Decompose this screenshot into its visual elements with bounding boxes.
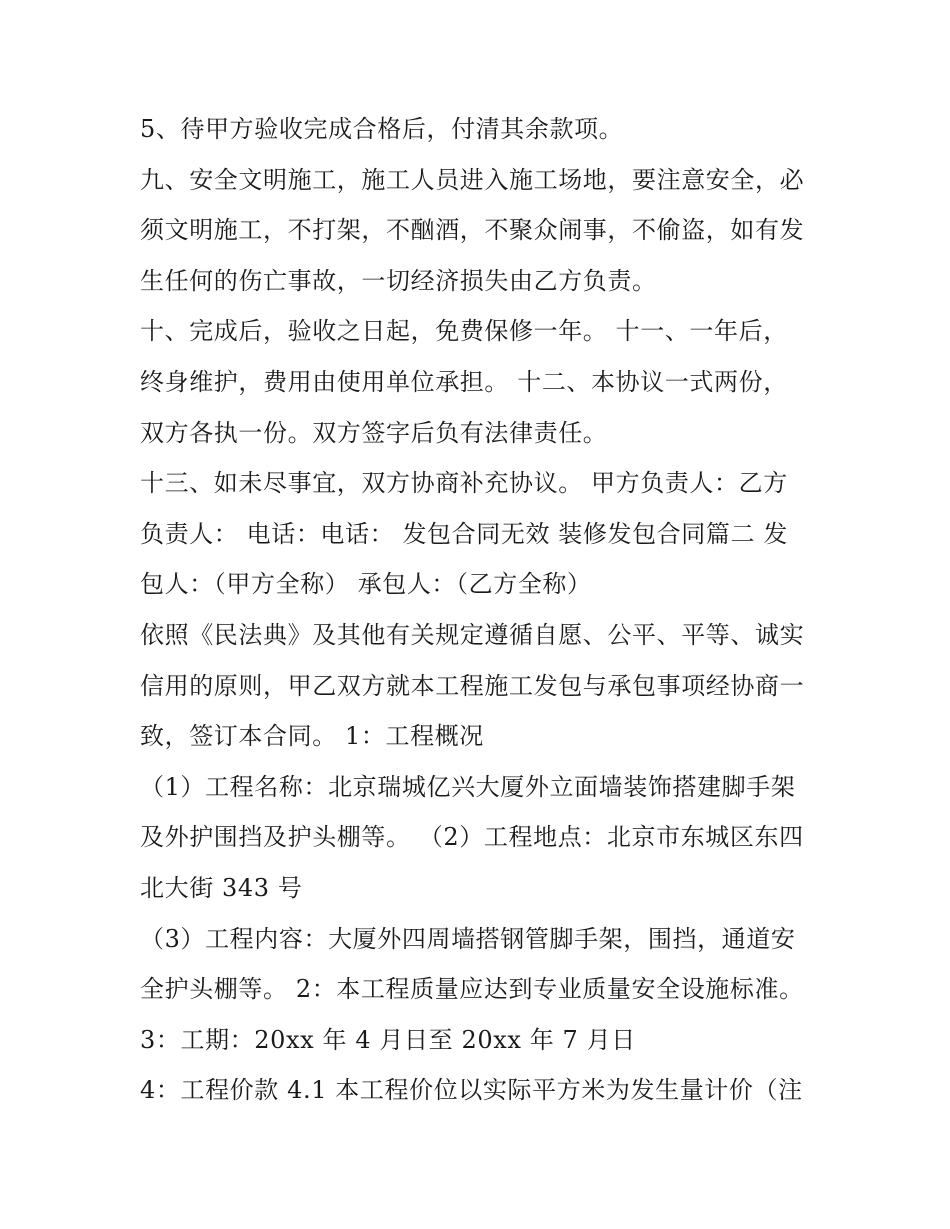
text-line-4: 生任何的伤亡事故，一切经济损失由乙方负责。 — [140, 266, 657, 295]
text-line-17: （3）工程内容：大厦外四周墙搭钢管脚手架，围挡，通道安 — [140, 924, 796, 953]
text-line-10: 包人：（甲方全称） 承包人：（乙方全称） — [140, 570, 592, 599]
text-line-8: 十三、如未尽事宜，双方协商补充协议。 甲方负责人：乙方 — [140, 469, 788, 498]
text-line-11: 依照《民法典》及其他有关规定遵循自愿、公平、平等、诚实 — [140, 620, 805, 649]
text-line-15: 及外护围挡及护头棚等。 （2）工程地点：北京市东城区东四 — [140, 823, 804, 852]
text-line-18: 全护头棚等。 2：本工程质量应达到专业质量安全设施标准。 — [140, 975, 804, 1004]
text-line-12: 信用的原则，甲乙双方就本工程施工发包与承包事项经协商一 — [140, 671, 805, 700]
text-line-9: 负责人： 电话：电话： 发包合同无效 装修发包合同篇二 发 — [140, 519, 788, 548]
text-line-7: 双方各执一份。双方签字后负有法律责任。 — [140, 418, 608, 447]
text-line-3: 须文明施工，不打架，不酗酒，不聚众闹事，不偷盗，如有发 — [140, 216, 805, 245]
text-line-2: 九、安全文明施工，施工人员进入施工场地，要注意安全，必 — [140, 165, 805, 194]
text-line-1: 5、待甲方验收完成合格后，付清其余款项。 — [140, 115, 624, 143]
text-line-13: 致，签订本合同。 1：工程概况 — [140, 722, 484, 751]
document-body — [140, 104, 840, 1116]
text-line-20: 4：工程价款 4.1 本工程价位以实际平方米为发生量计价（注 — [140, 1076, 803, 1105]
text-line-5: 十、完成后，验收之日起，免费保修一年。 十一、一年后， — [140, 317, 788, 346]
text-line-16: 北大街 343 号 — [140, 873, 303, 902]
text-line-6: 终身维护，费用由使用单位承担。 十二、本协议一式两份， — [140, 367, 788, 396]
text-line-19: 3：工期：20xx 年 4 月日至 20xx 年 7 月日 — [140, 1025, 636, 1054]
text-line-14: （1）工程名称：北京瑞城亿兴大厦外立面墙装饰搭建脚手架 — [140, 772, 796, 801]
